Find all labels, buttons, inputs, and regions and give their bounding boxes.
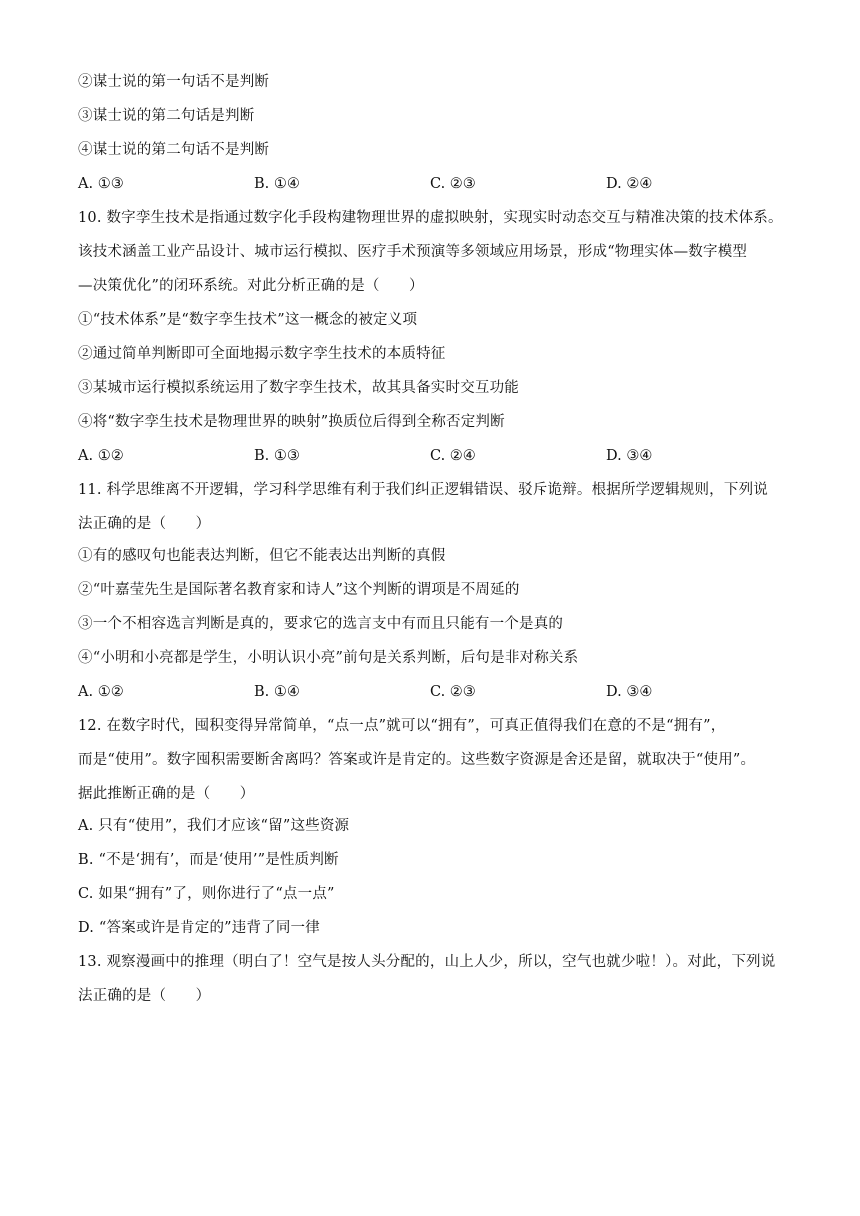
q11-option-a: A. ①② [78, 684, 124, 700]
q10-item-4: ④将“数字孪生技术是物理世界的映射”换质位后得到全称否定判断 [78, 414, 505, 430]
q9-option-d: D. ②④ [606, 176, 653, 192]
q13-stem-line-1: 13. 观察漫画中的推理（明白了！空气是按人头分配的，山上人少，所以，空气也就少啦！）。对此，下列说 [78, 954, 776, 970]
q9-item-2: ②谋士说的第一句话不是判断 [78, 74, 270, 90]
q12-choice-b: B. “不是‘拥有’，而是‘使用’”是性质判断 [78, 852, 339, 868]
q12-stem-line-3: 据此推断正确的是（ ） [78, 786, 255, 802]
q10-item-3: ③某城市运行模拟系统运用了数字孪生技术，故其具备实时交互功能 [78, 380, 519, 396]
q10-stem-line-2: 该技术涵盖工业产品设计、城市运行模拟、医疗手术预演等多领域应用场景，形成“物理实体—数字模型 [78, 244, 748, 260]
q10-item-2: ②通过简单判断即可全面地揭示数字孪生技术的本质特征 [78, 346, 446, 362]
q12-choice-c: C. 如果“拥有”了，则你进行了“点一点” [78, 886, 335, 902]
q11-options [78, 682, 798, 702]
q10-option-a: A. ①② [78, 448, 124, 464]
q10-options [78, 446, 798, 466]
q11-option-d: D. ③④ [606, 684, 653, 700]
q9-option-c: C. ②③ [430, 176, 476, 192]
q9-option-a: A. ①③ [78, 176, 124, 192]
q11-item-1: ①有的感叹句也能表达判断，但它不能表达出判断的真假 [78, 548, 446, 564]
q9-options [78, 174, 798, 194]
q9-item-3: ③谋士说的第二句话是判断 [78, 108, 255, 124]
q12-stem-line-1: 12. 在数字时代，囤积变得异常简单，“点一点”就可以“拥有”，可真正值得我们在意的不是“拥有”， [78, 718, 726, 734]
q12-choice-a: A. 只有“使用”，我们才应该“留”这些资源 [78, 818, 350, 834]
q9-option-b: B. ①④ [254, 176, 300, 192]
q10-option-b: B. ①③ [254, 448, 300, 464]
q10-option-c: C. ②④ [430, 448, 476, 464]
q10-option-d: D. ③④ [606, 448, 653, 464]
q11-item-4: ④“小明和小亮都是学生，小明认识小亮”前句是关系判断，后句是非对称关系 [78, 650, 579, 666]
q11-option-b: B. ①④ [254, 684, 300, 700]
q11-stem-line-2: 法正确的是（ ） [78, 516, 211, 532]
q11-item-3: ③一个不相容选言判断是真的，要求它的选言支中有而且只能有一个是真的 [78, 616, 564, 632]
q10-stem-line-3: —决策优化”的闭环系统。对此分析正确的是（ ） [78, 278, 424, 294]
q10-item-1: ①“技术体系”是“数字孪生技术”这一概念的被定义项 [78, 312, 418, 328]
q11-item-2: ②“叶嘉莹先生是国际著名教育家和诗人”这个判断的谓项是不周延的 [78, 582, 520, 598]
q12-choice-d: D. “答案或许是肯定的”违背了同一律 [78, 920, 320, 936]
q12-stem-line-2: 而是“使用”。数字囤积需要断舍离吗？答案或许是肯定的。这些数字资源是舍还是留，就取决于“使用”。 [78, 752, 756, 768]
q10-stem-line-1: 10. 数字孪生技术是指通过数字化手段构建物理世界的虚拟映射，实现实时动态交互与精准决策的技术体系。 [78, 210, 783, 226]
q13-stem-line-2: 法正确的是（ ） [78, 988, 211, 1004]
q9-item-4: ④谋士说的第二句话不是判断 [78, 142, 270, 158]
q11-option-c: C. ②③ [430, 684, 476, 700]
q11-stem-line-1: 11. 科学思维离不开逻辑，学习科学思维有利于我们纠正逻辑错误、驳斥诡辩。根据所学逻辑规则，下列说 [78, 482, 768, 498]
